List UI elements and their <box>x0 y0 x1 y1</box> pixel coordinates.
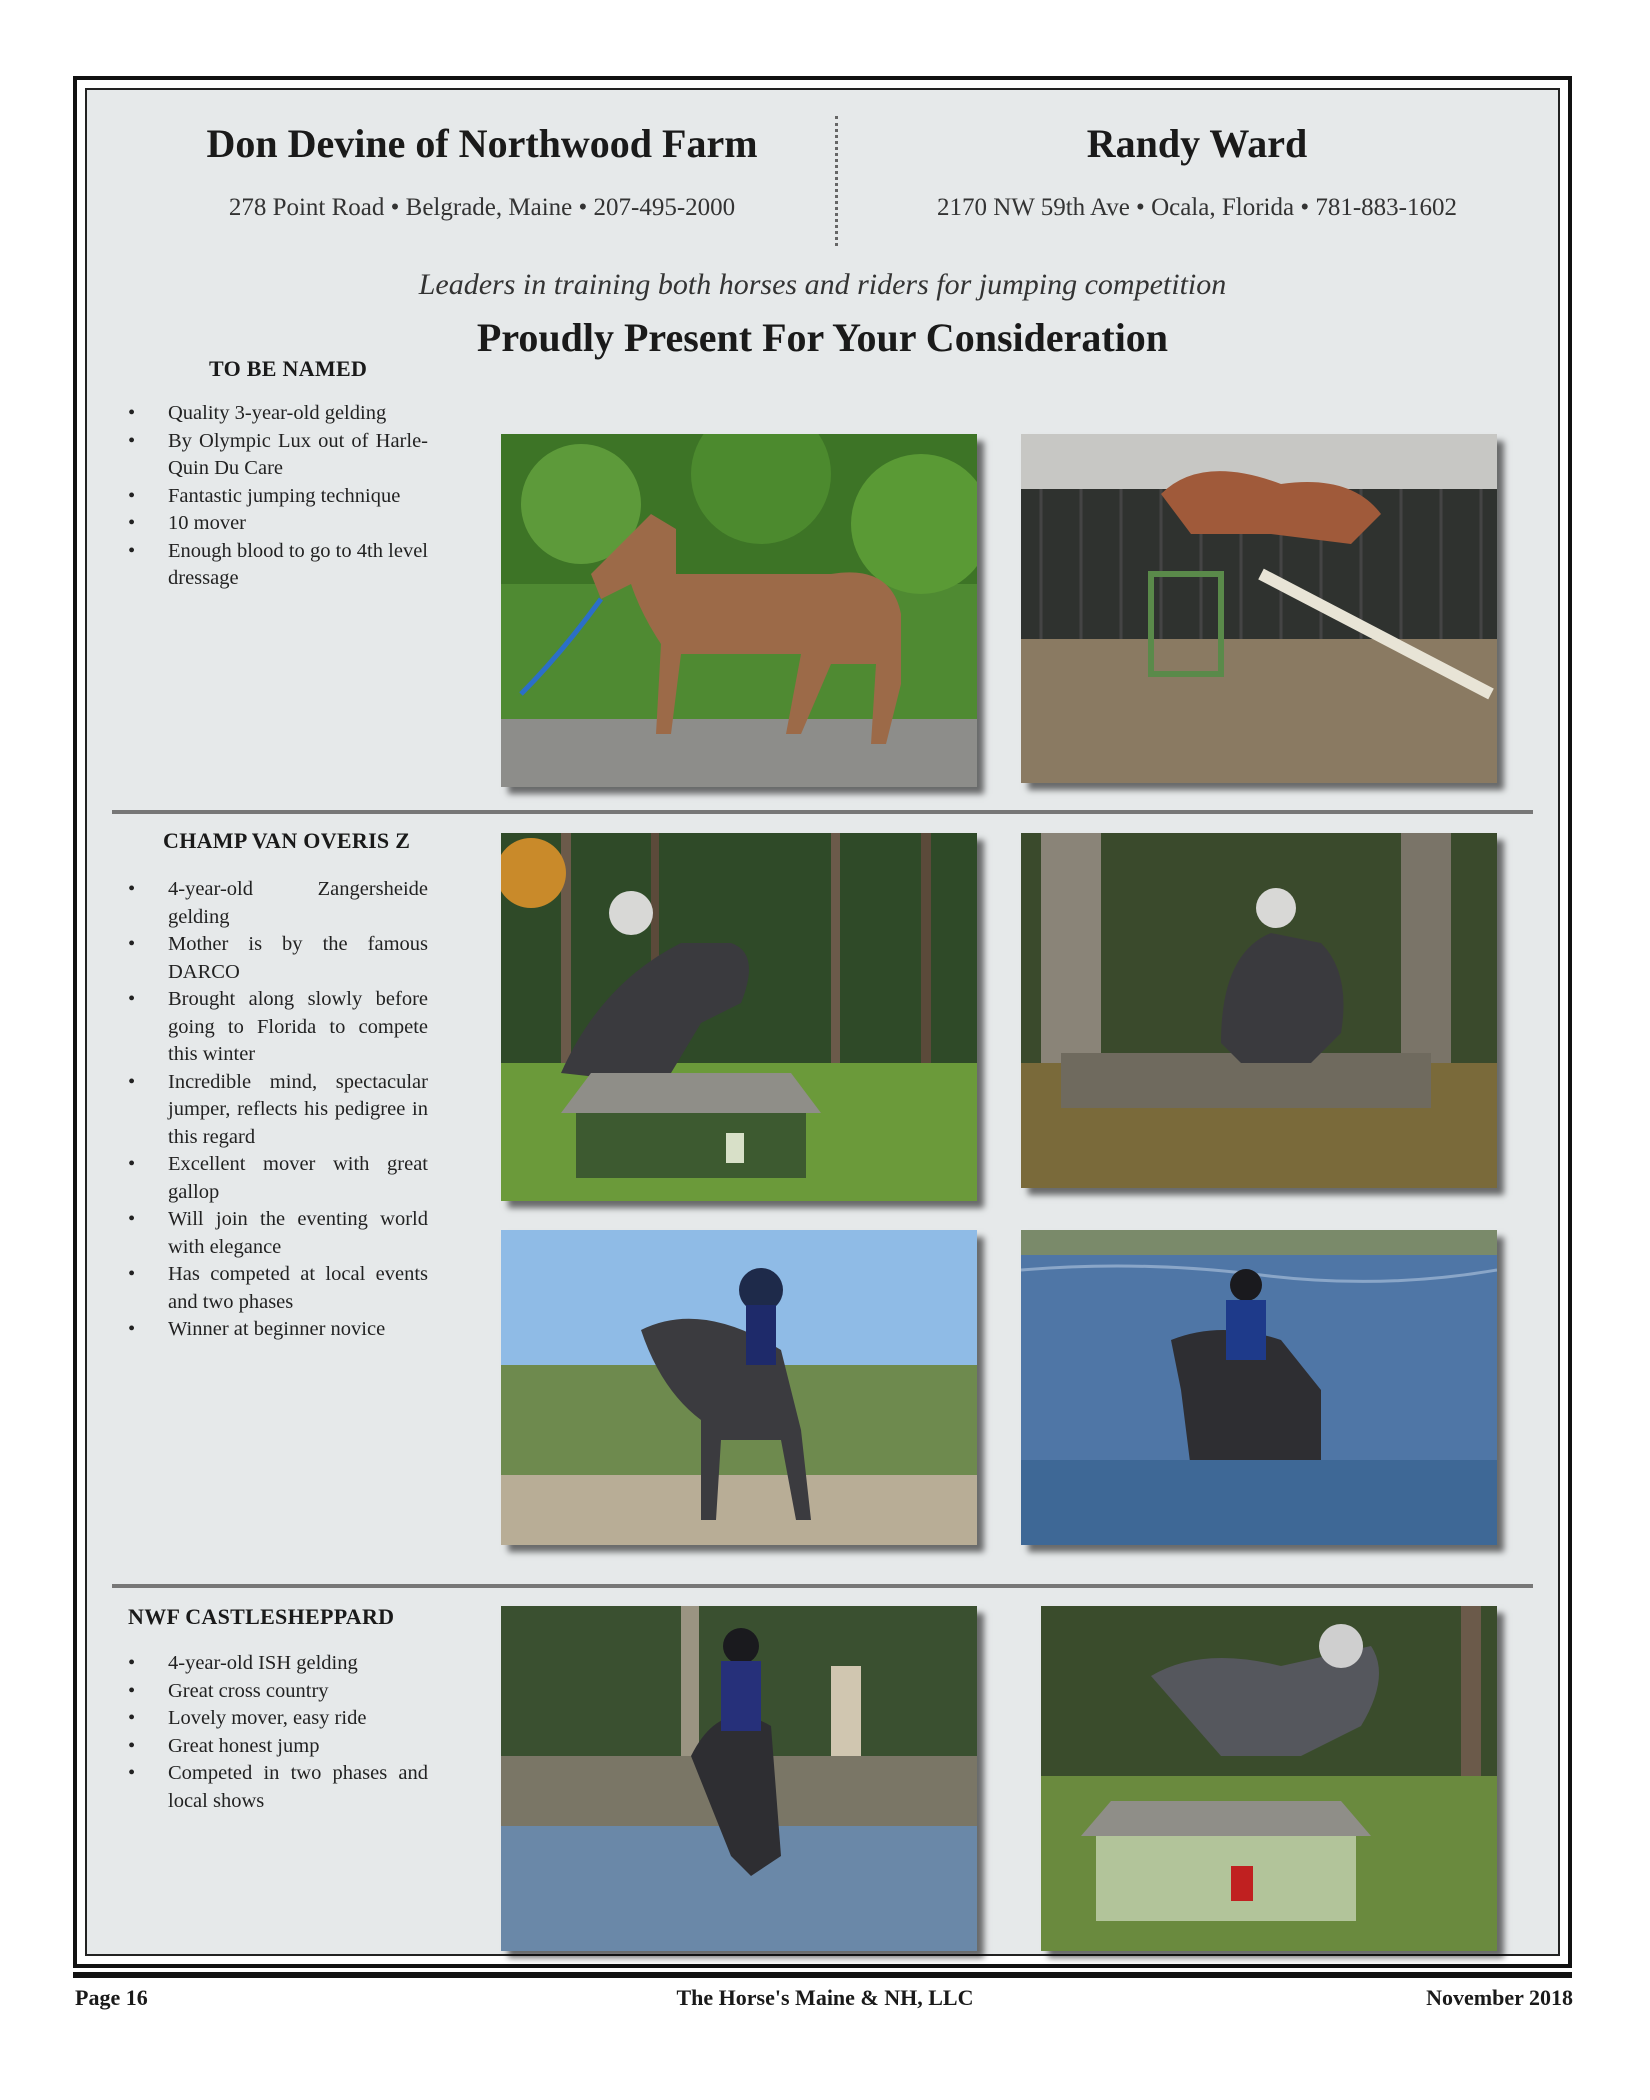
left-business-address: 278 Point Road • Belgrade, Maine • 207-495-2000 <box>228 194 736 221</box>
feature-item: • Excellent mover with great gallop <box>128 1151 428 1206</box>
photo-horse-2-beach <box>501 1230 977 1545</box>
left-business-name: Don Devine of Northwood Farm <box>206 121 758 166</box>
photo-horse-2-water <box>1021 1230 1497 1545</box>
feature-item: • 10 mover <box>128 510 428 538</box>
page-number: Page 16 <box>75 1985 148 2010</box>
left-business-block <box>127 120 837 222</box>
photo-horse-2-xc-jump-log <box>1021 833 1497 1188</box>
header-divider <box>835 116 838 246</box>
feature-item: • Enough blood to go to 4th level dressage <box>128 538 428 593</box>
photo-horse-1-standing <box>501 434 977 787</box>
headline: Proudly Present For Your Consideration <box>476 315 1169 360</box>
horse-2-features <box>128 876 428 1344</box>
feature-item: • 4-year-old ISH gelding <box>128 1650 428 1678</box>
tagline: Leaders in training both horses and riders for jumping competition <box>418 268 1227 301</box>
feature-item: • Mother is by the famous DARCO <box>128 931 428 986</box>
section-divider <box>112 810 1533 814</box>
publication-name: The Horse's Maine & NH, LLC <box>676 1985 974 2010</box>
right-business-name: Randy Ward <box>1086 121 1308 166</box>
photo-horse-2-xc-jump-house <box>501 833 977 1201</box>
feature-item: • By Olympic Lux out of Harle-Quin Du Care <box>128 428 428 483</box>
feature-item: • Fantastic jumping technique <box>128 483 428 511</box>
horse-1-features <box>128 400 428 593</box>
feature-item: • Will join the eventing world with elegance <box>128 1206 428 1261</box>
feature-item: • 4-year-old Zangersheide gelding <box>128 876 428 931</box>
photo-horse-3-water-jump <box>501 1606 977 1951</box>
section-divider <box>112 1584 1533 1588</box>
feature-item: • Lovely mover, easy ride <box>128 1705 428 1733</box>
horse-3-features <box>128 1650 428 1815</box>
feature-item: • Competed in two phases and local shows <box>128 1760 428 1815</box>
advertisement-frame <box>73 76 1572 1968</box>
feature-item: • Winner at beginner novice <box>128 1316 428 1344</box>
feature-item: • Great honest jump <box>128 1733 428 1761</box>
right-business-block <box>857 120 1537 222</box>
feature-item: • Incredible mind, spectacular jumper, reflects his pedigree in this regard <box>128 1069 428 1152</box>
advertisement-panel <box>85 88 1560 1956</box>
right-business-address: 2170 NW 59th Ave • Ocala, Florida • 781-883-1602 <box>937 194 1457 221</box>
horse-name-3: NWF CASTLESHEPPARD <box>128 1604 395 1629</box>
photo-horse-1-jumping <box>1021 434 1497 783</box>
horse-name-1: TO BE NAMED <box>209 356 368 381</box>
photo-horse-3-xc-jump-house <box>1041 1606 1497 1951</box>
issue-date: November 2018 <box>1426 1985 1573 2010</box>
footer-rule <box>73 1972 1572 1978</box>
feature-item: • Quality 3-year-old gelding <box>128 400 428 428</box>
feature-item: • Has competed at local events and two phases <box>128 1261 428 1316</box>
feature-item: • Brought along slowly before going to Florida to compete this winter <box>128 986 428 1069</box>
feature-item: • Great cross country <box>128 1678 428 1706</box>
horse-name-2: CHAMP VAN OVERIS Z <box>163 828 411 853</box>
